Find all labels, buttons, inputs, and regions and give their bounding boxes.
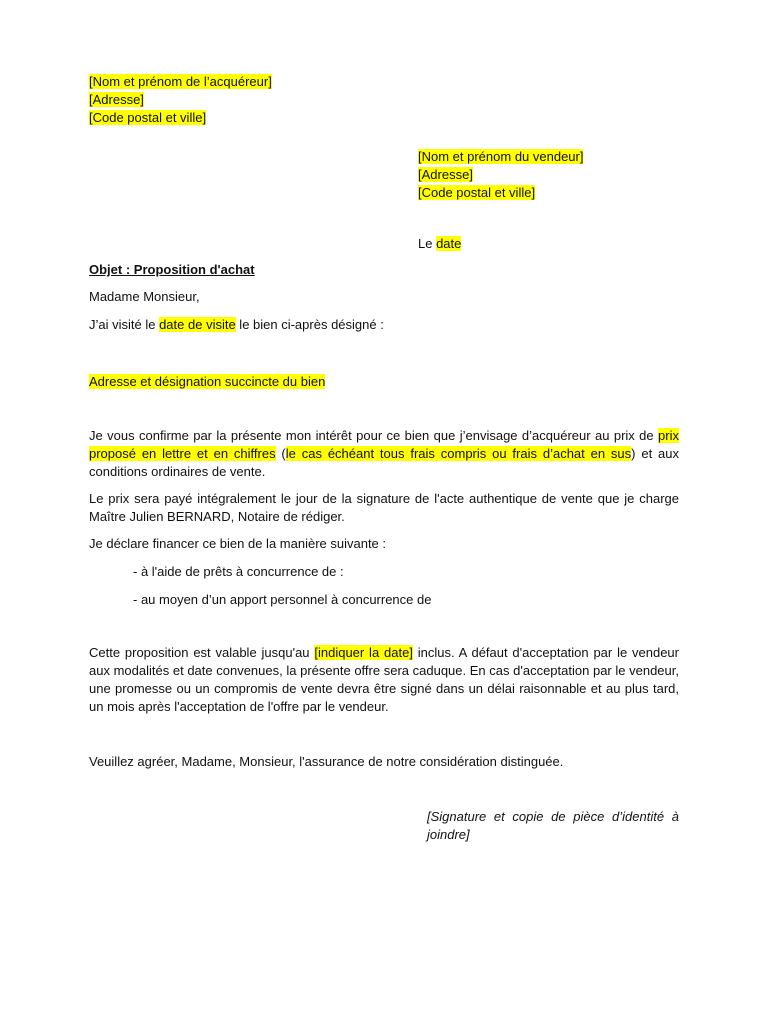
payment-paragraph: Le prix sera payé intégralement le jour de la signature de l'acte authentique de vente que je charge Maître Julien BERNARD, Notaire de rédiger.: [89, 491, 679, 524]
subject-text: Objet : Proposition d'achat: [89, 262, 255, 277]
offer-part3: ) et aux conditions ordinaires de vente.: [89, 446, 679, 479]
financing-item-personal: - au moyen d’un apport personnel à concurrence de: [133, 592, 432, 607]
offer-part2: (: [275, 446, 286, 461]
seller-name: [Nom et prénom du vendeur]: [418, 149, 584, 164]
validity-before: Cette proposition est valable jusqu'au: [89, 645, 315, 660]
seller-city: [Code postal et ville]: [418, 185, 536, 200]
date-prefix: Le: [418, 236, 437, 251]
buyer-city: [Code postal et ville]: [89, 110, 207, 125]
visit-paragraph: [89, 316, 679, 334]
buyer-block: [89, 73, 272, 127]
buyer-address: [Adresse]: [89, 92, 144, 107]
date-line: [418, 235, 461, 253]
seller-address: [Adresse]: [418, 167, 473, 182]
visit-before: J’ai visité le: [89, 317, 160, 332]
buyer-name: [Nom et prénom de l’acquéreur]: [89, 74, 272, 89]
visit-date: date de visite: [159, 317, 236, 332]
salutation: Madame Monsieur,: [89, 289, 200, 304]
validity-paragraph: [89, 644, 679, 716]
property-description: Adresse et désignation succincte du bien: [89, 374, 326, 389]
subject-line: [89, 261, 679, 279]
date-placeholder: date: [436, 236, 462, 251]
property-line: [89, 373, 679, 391]
financing-item-loans: - à l'aide de prêts à concurrence de :: [133, 564, 344, 579]
offer-paragraph: [89, 427, 679, 481]
visit-after: le bien ci-après désigné :: [235, 317, 384, 332]
offer-fees: le cas échéant tous frais compris ou frais d’achat en sus: [285, 446, 632, 461]
closing-formula: Veuillez agréer, Madame, Monsieur, l'assurance de notre considération distinguée.: [89, 754, 564, 769]
validity-after: inclus. A défaut d'acceptation par le vendeur aux modalités et date convenues, la présente offre sera caduque. En cas d'acceptation par le vendeur, une promesse ou un compromis de vente devra être signé dans un délai raisonnable et au plus tard, un mois après l'acceptation de l'offre par le vendeur.: [89, 645, 679, 714]
signature-note: [Signature et copie de pièce d’identité à joindre]: [427, 809, 679, 842]
financing-intro: Je déclare financer ce bien de la manière suivante :: [89, 536, 387, 551]
offer-price: prix proposé en lettre et en chiffres: [89, 428, 679, 461]
offer-part1: Je vous confirme par la présente mon intérêt pour ce bien que j’envisage d’acquéreur au prix de: [89, 428, 659, 443]
seller-block: [418, 148, 583, 202]
validity-date: [indiquer la date]: [314, 645, 413, 660]
